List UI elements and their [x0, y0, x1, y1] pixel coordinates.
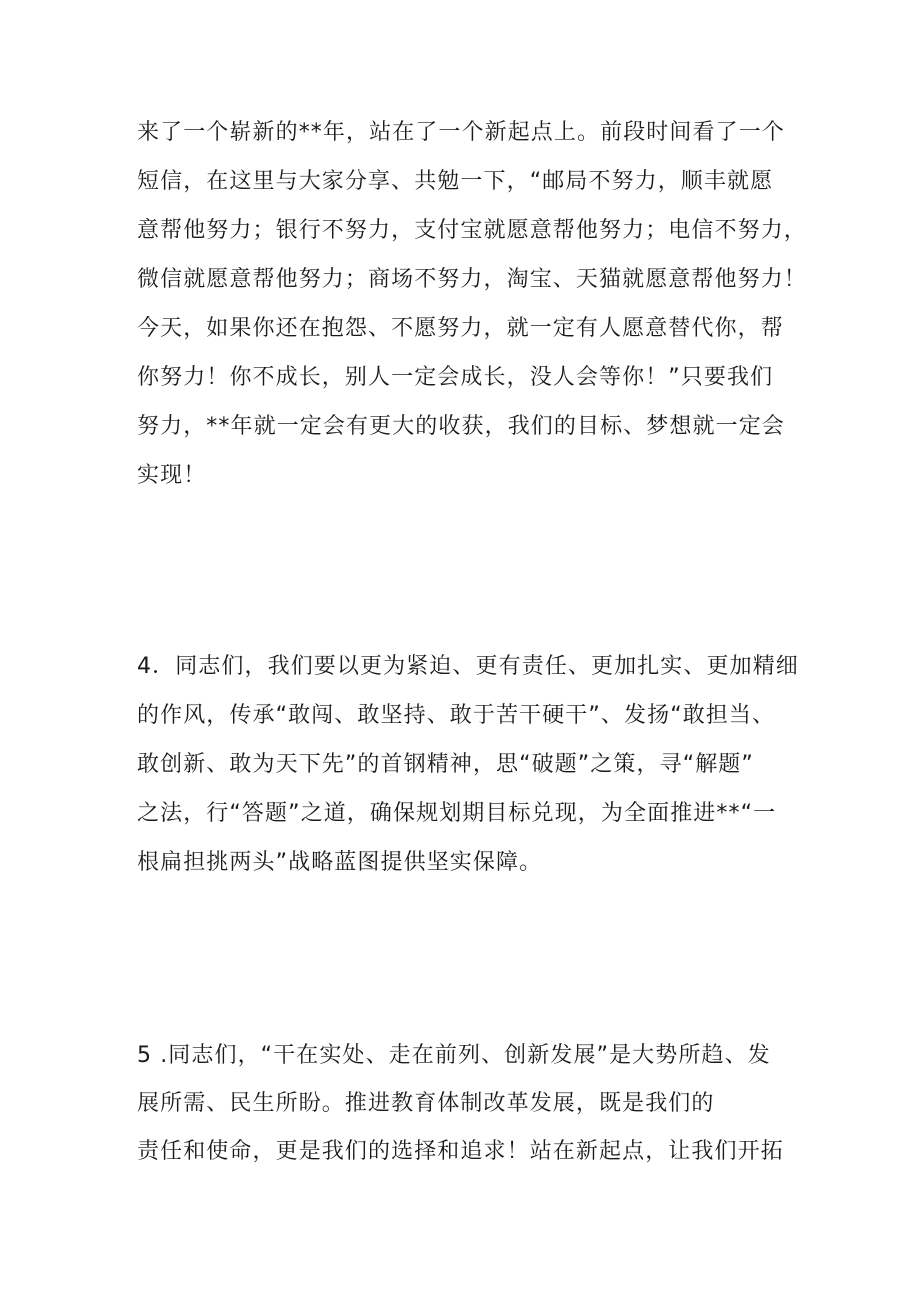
- paragraph-3-line-2: 短信，在这里与大家分享、共勉一下，“邮局不努力，顺丰就愿: [137, 169, 774, 194]
- paragraph-3-line-6: 你努力！你不成长，别人一定会成长，没人会等你！”只要我们: [137, 365, 774, 390]
- paragraph-4-line-2: 的作风，传承“敢闯、敢坚持、敢于苦干硬干”、发扬“敢担当、: [137, 703, 776, 728]
- paragraph-4-line-1: 4．同志们，我们要以更为紧迫、更有责任、更加扎实、更加精细: [137, 654, 799, 679]
- paragraph-4-line-5: 根扁担挑两头”战略蓝图提供坚实保障。: [137, 850, 543, 875]
- paragraph-3-line-3: 意帮他努力；银行不努力，支付宝就愿意帮他努力；电信不努力，: [137, 218, 807, 243]
- paragraph-3-line-4: 微信就愿意帮他努力；商场不努力，淘宝、天猫就愿意帮他努力！: [137, 267, 807, 292]
- paragraph-3-line-1: 来了一个崭新的**年，站在了一个新起点上。前段时间看了一个: [137, 120, 785, 145]
- paragraph-5-line-2: 展所需、民生所盼。推进教育体制改革发展，既是我们的: [137, 1091, 715, 1116]
- paragraph-3-line-8: 实现！: [137, 463, 207, 488]
- paragraph-3-line-5: 今天，如果你还在抱怨、不愿努力，就一定有人愿意替代你，帮: [137, 316, 784, 341]
- paragraph-3-line-7: 努力，**年就一定会有更大的收获，我们的目标、梦想就一定会: [137, 414, 785, 439]
- paragraph-4-line-3: 敢创新、敢为天下先”的首钢精神，思“破题”之策，寻“解题”: [137, 752, 754, 777]
- paragraph-4-line-4: 之法，行“答题”之道，确保规划期目标兑现，为全面推进**“一: [137, 801, 777, 826]
- paragraph-5-line-3: 责任和使命，更是我们的选择和追求！站在新起点，让我们开拓: [137, 1139, 784, 1164]
- paragraph-5-line-1: 5 .同志们，“干在实处、走在前列、创新发展”是大势所趋、发: [137, 1043, 771, 1068]
